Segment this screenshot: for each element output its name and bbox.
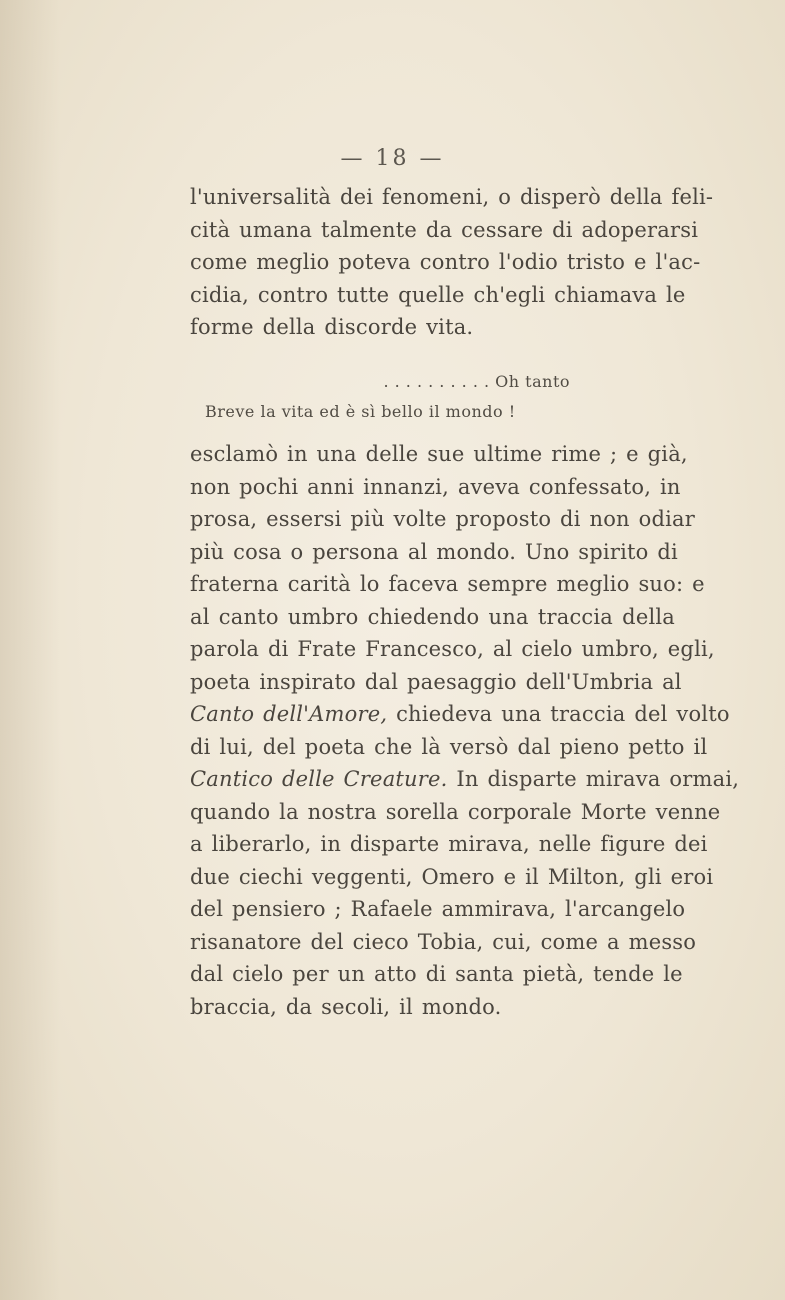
text-line: due ciechi veggenti, Omero e il Milton, gli eroi [190, 864, 714, 889]
italic-title-cantico: Cantico delle Creature. [190, 767, 448, 791]
text-line: l'universalità dei fenomeni, o disperò della feli- [190, 185, 714, 209]
text-line: poeta inspirato dal paesaggio dell'Umbria al [190, 669, 682, 694]
text-line: esclamò in una delle sue ultime rime ; e già, [190, 442, 688, 466]
text-line: risanatore del cieco Tobia, cui, come a messo [190, 929, 697, 954]
text-line: come meglio poteva contro l'odio tristo e l'ac- [190, 250, 701, 274]
paragraph-2 [190, 438, 740, 1023]
text-line: forme della discorde vita. [190, 315, 474, 339]
text-line: cidia, contro tutte quelle ch'egli chiamava le [190, 282, 686, 307]
text-line: di lui, del poeta che là versò dal pieno petto il [190, 734, 708, 759]
text-line-canto [190, 698, 730, 731]
text-fragment: chiedeva una traccia del volto [387, 702, 730, 726]
text-line: non pochi anni innanzi, aveva confessato, in [190, 474, 681, 499]
text-line-cantico [190, 763, 740, 796]
text-line: più cosa o persona al mondo. Uno spirito di [190, 539, 678, 564]
text-line: fraterna carità lo faceva sempre meglio suo: e [190, 572, 705, 596]
text-line: del pensiero ; Rafaele ammirava, l'arcangelo [190, 897, 686, 921]
text-line: dal cielo per un atto di santa pietà, tende le [190, 962, 683, 986]
page-edge-shadow [0, 0, 60, 1300]
italic-title-canto: Canto dell'Amore, [190, 702, 388, 726]
text-line: al canto umbro chiedendo una traccia della [190, 604, 675, 629]
text-line: parola di Frate Francesco, al cielo umbro, egli, [190, 637, 715, 661]
text-line: cità umana talmente da cessare di adoperarsi [190, 217, 699, 242]
text-line: a liberarlo, in disparte mirava, nelle figure dei [190, 832, 708, 856]
text-line: quando la nostra sorella corporale Morte venne [190, 799, 721, 824]
verse-line-2: Breve la vita ed è sì bello il mondo ! [205, 402, 516, 421]
text-fragment: In disparte mirava ormai, [447, 767, 740, 791]
verse-line-1: . . . . . . . . . . Oh tanto [383, 372, 570, 391]
text-line: braccia, da secoli, il mondo. [190, 994, 502, 1019]
page-number: — 18 — [340, 146, 445, 171]
text-line: prosa, essersi più volte proposto di non odiar [190, 507, 696, 531]
paragraph-1 [190, 181, 714, 344]
